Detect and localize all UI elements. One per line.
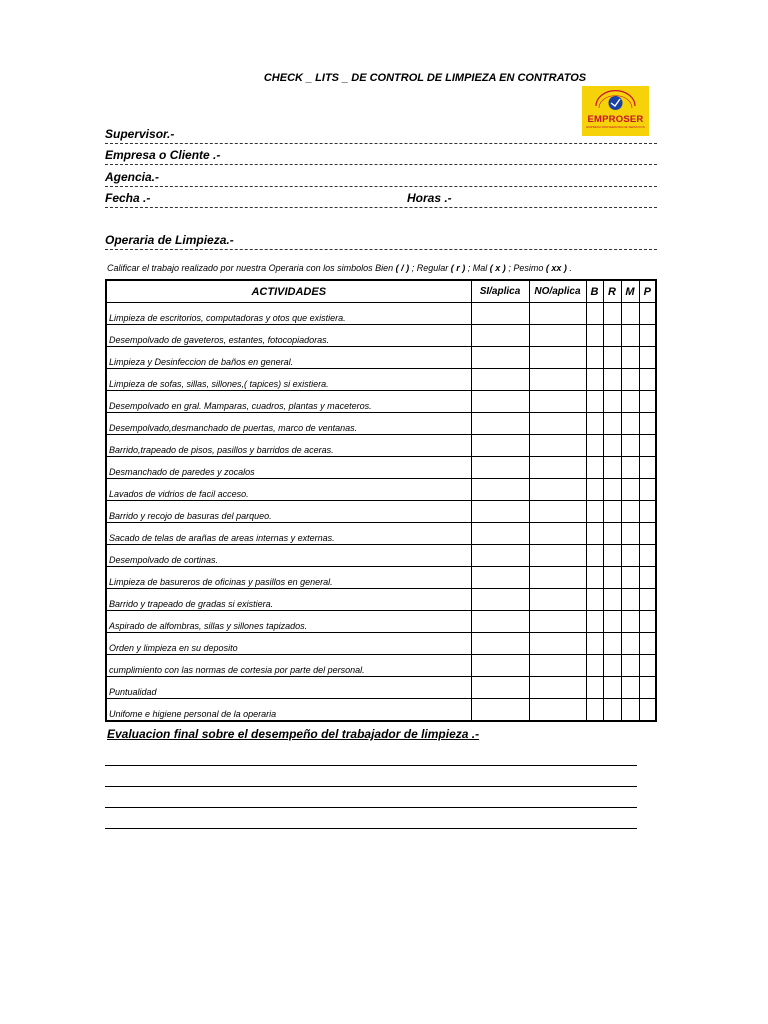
table-row [106, 677, 656, 699]
no-aplica-cell[interactable] [529, 479, 586, 501]
rating-b-cell[interactable] [586, 413, 603, 435]
rating-instructions [107, 263, 572, 273]
header-actividades: ACTIVIDADES [106, 280, 471, 303]
header-p: P [639, 280, 656, 303]
table-row [106, 501, 656, 523]
rating-b-cell[interactable] [586, 699, 603, 722]
rating-m-cell[interactable] [621, 633, 639, 655]
activities-table [105, 279, 657, 722]
no-aplica-cell[interactable] [529, 655, 586, 677]
symbol-regular: ( r ) [450, 263, 466, 273]
rating-b-cell[interactable] [586, 633, 603, 655]
rating-m-cell[interactable] [621, 699, 639, 722]
no-aplica-cell[interactable] [529, 325, 586, 347]
rating-r-cell[interactable] [603, 567, 621, 589]
rating-p-cell[interactable] [639, 611, 656, 633]
si-aplica-cell[interactable] [471, 325, 529, 347]
rating-m-cell[interactable] [621, 325, 639, 347]
rating-b-cell[interactable] [586, 457, 603, 479]
table-row [106, 325, 656, 347]
evaluation-line[interactable] [105, 828, 637, 829]
table-row [106, 633, 656, 655]
rating-b-cell[interactable] [586, 523, 603, 545]
activity-label: Limpieza y Desinfeccion de baños en general. [106, 347, 471, 369]
rating-p-cell[interactable] [639, 545, 656, 567]
document-title: CHECK _ LITS _ DE CONTROL DE LIMPIEZA EN CONTRATOS [263, 72, 587, 84]
rating-b-cell[interactable] [586, 567, 603, 589]
rating-b-cell[interactable] [586, 325, 603, 347]
pesimo-label: ; Pesimo [508, 263, 544, 273]
rating-p-cell[interactable] [639, 457, 656, 479]
activity-label: Limpieza de basureros de oficinas y pasillos en general. [106, 567, 471, 589]
table-row [106, 479, 656, 501]
rating-p-cell[interactable] [639, 369, 656, 391]
rating-p-cell[interactable] [639, 655, 656, 677]
activity-label: Limpieza de escritorios, computadoras y otos que existiera. [106, 303, 471, 325]
rating-r-cell[interactable] [603, 391, 621, 413]
table-row [106, 413, 656, 435]
activity-label: Puntualidad [106, 677, 471, 699]
activity-label: Desempolvado en gral. Mamparas, cuadros, plantas y maceteros. [106, 391, 471, 413]
si-aplica-cell[interactable] [471, 611, 529, 633]
operaria-label: Operaria de Limpieza.- [105, 233, 234, 247]
no-aplica-cell[interactable] [529, 391, 586, 413]
symbol-bien: ( / ) [395, 263, 410, 273]
activity-label: Unifome e higiene personal de la operaria [106, 699, 471, 722]
rating-r-cell[interactable] [603, 369, 621, 391]
supervisor-label: Supervisor.- [105, 127, 175, 141]
rating-p-cell[interactable] [639, 567, 656, 589]
rating-p-cell[interactable] [639, 347, 656, 369]
activity-label: cumplimiento con las normas de cortesia por parte del personal. [106, 655, 471, 677]
rating-m-cell[interactable] [621, 391, 639, 413]
no-aplica-cell[interactable] [529, 545, 586, 567]
rating-m-cell[interactable] [621, 347, 639, 369]
rating-b-cell[interactable] [586, 303, 603, 325]
rating-m-cell[interactable] [621, 435, 639, 457]
rating-r-cell[interactable] [603, 699, 621, 722]
empresa-label: Empresa o Cliente .- [105, 148, 221, 162]
rating-b-cell[interactable] [586, 655, 603, 677]
rating-m-cell[interactable] [621, 501, 639, 523]
rating-p-cell[interactable] [639, 325, 656, 347]
no-aplica-cell[interactable] [529, 699, 586, 722]
header-no-aplica: NO/aplica [529, 280, 586, 303]
rating-m-cell[interactable] [621, 567, 639, 589]
agencia-label: Agencia.- [105, 170, 160, 184]
header-r: R [603, 280, 621, 303]
rating-r-cell[interactable] [603, 435, 621, 457]
si-aplica-cell[interactable] [471, 369, 529, 391]
table-row [106, 347, 656, 369]
si-aplica-cell[interactable] [471, 435, 529, 457]
activity-label: Sacado de telas de arañas de areas internas y externas. [106, 523, 471, 545]
si-aplica-cell[interactable] [471, 567, 529, 589]
si-aplica-cell[interactable] [471, 699, 529, 722]
rating-r-cell[interactable] [603, 677, 621, 699]
rating-b-cell[interactable] [586, 677, 603, 699]
no-aplica-cell[interactable] [529, 347, 586, 369]
rating-m-cell[interactable] [621, 303, 639, 325]
symbol-pesimo: ( xx ) [545, 263, 567, 273]
rating-b-cell[interactable] [586, 501, 603, 523]
rating-p-cell[interactable] [639, 501, 656, 523]
header-m: M [621, 280, 639, 303]
rating-p-cell[interactable] [639, 435, 656, 457]
activity-label: Orden y limpieza en su deposito [106, 633, 471, 655]
instructions-end: . [569, 263, 572, 273]
rating-r-cell[interactable] [603, 413, 621, 435]
table-row [106, 589, 656, 611]
rating-b-cell[interactable] [586, 391, 603, 413]
rating-p-cell[interactable] [639, 633, 656, 655]
rating-b-cell[interactable] [586, 479, 603, 501]
table-row [106, 655, 656, 677]
table-row [106, 611, 656, 633]
instructions-text: Calificar el trabajo realizado por nuestra Operaria con los simbolos Bien [107, 263, 394, 273]
rating-r-cell[interactable] [603, 523, 621, 545]
si-aplica-cell[interactable] [471, 633, 529, 655]
evaluation-line[interactable] [105, 786, 637, 787]
no-aplica-cell[interactable] [529, 677, 586, 699]
rating-r-cell[interactable] [603, 325, 621, 347]
no-aplica-cell[interactable] [529, 413, 586, 435]
activity-label: Aspirado de alfombras, sillas y sillones tapizados. [106, 611, 471, 633]
rating-r-cell[interactable] [603, 303, 621, 325]
table-row [106, 545, 656, 567]
operaria-field[interactable] [105, 232, 657, 250]
no-aplica-cell[interactable] [529, 589, 586, 611]
si-aplica-cell[interactable] [471, 347, 529, 369]
si-aplica-cell[interactable] [471, 303, 529, 325]
activity-label: Desempolvado,desmanchado de puertas, marco de ventanas. [106, 413, 471, 435]
rating-b-cell[interactable] [586, 347, 603, 369]
rating-r-cell[interactable] [603, 347, 621, 369]
si-aplica-cell[interactable] [471, 523, 529, 545]
evaluation-line[interactable] [105, 765, 637, 766]
rating-m-cell[interactable] [621, 479, 639, 501]
rating-r-cell[interactable] [603, 457, 621, 479]
rating-p-cell[interactable] [639, 391, 656, 413]
header-b: B [586, 280, 603, 303]
si-aplica-cell[interactable] [471, 479, 529, 501]
no-aplica-cell[interactable] [529, 435, 586, 457]
rating-m-cell[interactable] [621, 413, 639, 435]
table-row [106, 369, 656, 391]
rating-r-cell[interactable] [603, 611, 621, 633]
header-si-aplica: SI/aplica [471, 280, 529, 303]
rating-r-cell[interactable] [603, 501, 621, 523]
rating-b-cell[interactable] [586, 611, 603, 633]
rating-p-cell[interactable] [639, 413, 656, 435]
rating-m-cell[interactable] [621, 545, 639, 567]
no-aplica-cell[interactable] [529, 501, 586, 523]
no-aplica-cell[interactable] [529, 523, 586, 545]
table-row [106, 457, 656, 479]
logo-subtitle: EMPRESA PROVEEDORA DE SERVICIOS [586, 125, 645, 129]
rating-b-cell[interactable] [586, 369, 603, 391]
rating-r-cell[interactable] [603, 589, 621, 611]
no-aplica-cell[interactable] [529, 567, 586, 589]
rating-m-cell[interactable] [621, 655, 639, 677]
rating-p-cell[interactable] [639, 699, 656, 722]
table-row [106, 699, 656, 722]
rating-r-cell[interactable] [603, 479, 621, 501]
rating-m-cell[interactable] [621, 611, 639, 633]
activity-label: Desempolvado de cortinas. [106, 545, 471, 567]
fecha-horas-field[interactable] [105, 190, 657, 208]
si-aplica-cell[interactable] [471, 677, 529, 699]
table-row [106, 303, 656, 325]
rating-m-cell[interactable] [621, 369, 639, 391]
activity-label: Lavados de vidrios de facil acceso. [106, 479, 471, 501]
no-aplica-cell[interactable] [529, 369, 586, 391]
horas-label: Horas .- [407, 191, 452, 205]
supervisor-field[interactable] [105, 126, 657, 144]
activity-label: Barrido y trapeado de gradas si existiera. [106, 589, 471, 611]
fecha-label: Fecha .- [105, 191, 151, 205]
rating-r-cell[interactable] [603, 545, 621, 567]
activity-label: Limpieza de sofas, sillas, sillones,( tapices) si existiera. [106, 369, 471, 391]
rating-b-cell[interactable] [586, 545, 603, 567]
evaluation-line[interactable] [105, 807, 637, 808]
no-aplica-cell[interactable] [529, 303, 586, 325]
rating-p-cell[interactable] [639, 677, 656, 699]
si-aplica-cell[interactable] [471, 391, 529, 413]
table-row [106, 435, 656, 457]
empresa-field[interactable] [105, 147, 657, 165]
activity-label: Barrido,trapeado de pisos, pasillos y barridos de aceras. [106, 435, 471, 457]
rating-p-cell[interactable] [639, 589, 656, 611]
rating-b-cell[interactable] [586, 589, 603, 611]
rating-m-cell[interactable] [621, 457, 639, 479]
table-row [106, 523, 656, 545]
si-aplica-cell[interactable] [471, 501, 529, 523]
activity-label: Desmanchado de paredes y zocalos [106, 457, 471, 479]
agencia-field[interactable] [105, 169, 657, 187]
activity-label: Desempolvado de gaveteros, estantes, fotocopiadoras. [106, 325, 471, 347]
si-aplica-cell[interactable] [471, 589, 529, 611]
rating-p-cell[interactable] [639, 523, 656, 545]
table-row [106, 567, 656, 589]
rating-m-cell[interactable] [621, 523, 639, 545]
rating-p-cell[interactable] [639, 303, 656, 325]
table-header-row [106, 280, 656, 303]
rating-b-cell[interactable] [586, 435, 603, 457]
rating-m-cell[interactable] [621, 589, 639, 611]
evaluation-heading: Evaluacion final sobre el desempeño del trabajador de limpieza .- [107, 727, 480, 741]
no-aplica-cell[interactable] [529, 457, 586, 479]
no-aplica-cell[interactable] [529, 611, 586, 633]
mal-label: ; Mal [467, 263, 488, 273]
regular-label: ; Regular [411, 263, 449, 273]
si-aplica-cell[interactable] [471, 545, 529, 567]
rating-m-cell[interactable] [621, 677, 639, 699]
rating-r-cell[interactable] [603, 633, 621, 655]
symbol-mal: ( x ) [489, 263, 506, 273]
no-aplica-cell[interactable] [529, 633, 586, 655]
si-aplica-cell[interactable] [471, 655, 529, 677]
activity-label: Barrido y recojo de basuras del parqueo. [106, 501, 471, 523]
rating-p-cell[interactable] [639, 479, 656, 501]
logo-brand-name: EMPROSER [587, 114, 644, 125]
si-aplica-cell[interactable] [471, 413, 529, 435]
rating-r-cell[interactable] [603, 655, 621, 677]
table-row [106, 391, 656, 413]
si-aplica-cell[interactable] [471, 457, 529, 479]
